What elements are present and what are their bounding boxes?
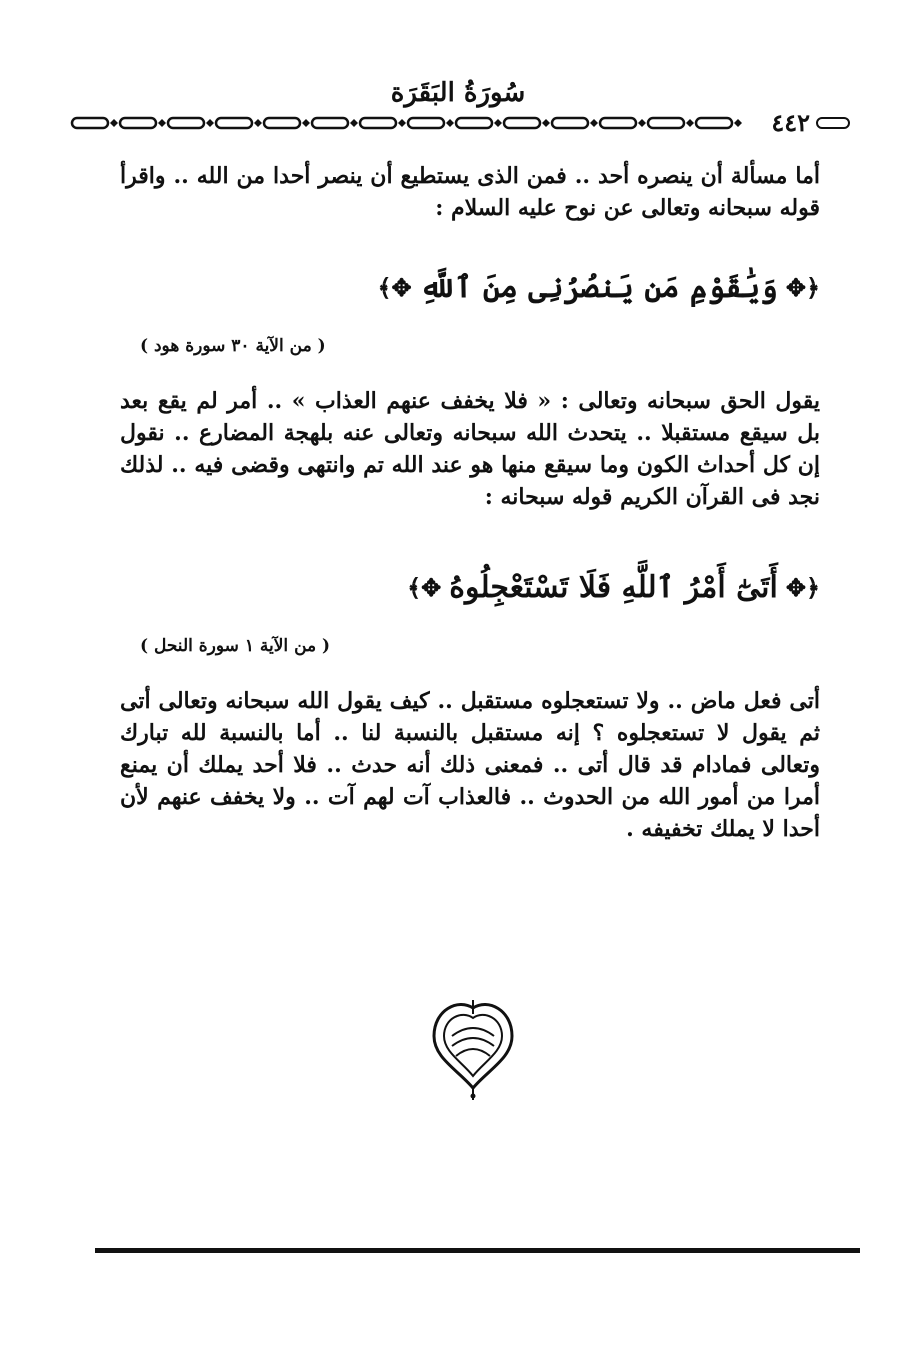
header-border xyxy=(70,110,850,136)
page-number: ٤٤٢ xyxy=(771,108,810,137)
verse-text: وَيَٰقَوْمِ مَن يَنصُرُنِى مِنَ ٱللَّهِ xyxy=(419,270,778,305)
paragraph-2: يقول الحق سبحانه وتعالى : « فلا يخفف عنهم العذاب » .. أمر لم يقع بعد بل سيقع مستقبلا .. يتحدث الله سبحانه وتعالى عنه بلهجة المضارع .. نقول إن كل أحداث الكون وما سيقع منها هو عند الله تم وانتهى وقضى فيه .. لذلك نجد فى القرآن الكريم قوله سبحانه : xyxy=(120,388,820,510)
verse-citation-2: ( من الآية ١ سورة النحل ) xyxy=(140,636,331,656)
paragraph-3: أتى فعل ماض .. ولا تستعجلوه مستقبل .. كيف يقول الله سبحانه وتعالى أتى ثم يقول لا تستعجلوه ؟ إنه مستقبل بالنسبة لنا .. أما بالنسبة لله تبارك وتعالى فمادام قد قال أتى .. فمعنى ذلك أنه حدث .. فلا أحد يملك أن يمنع أمرا من أمور الله من الحدوث .. فالعذاب آت لهم آت .. ولا يخفف عنهم لأن أحدا لا يملك تخفيفه . xyxy=(120,688,820,842)
quran-verse-2 xyxy=(407,570,820,605)
quran-verse-1 xyxy=(377,270,820,305)
verse-open-ornament-icon: ﴿✥ xyxy=(785,573,820,602)
verse-close-ornament-icon: ✥﴾ xyxy=(377,273,412,302)
verse-close-ornament-icon: ✥﴾ xyxy=(407,573,442,602)
chain-border-decoration xyxy=(70,116,760,130)
verse-open-ornament-icon: ﴿✥ xyxy=(785,273,820,302)
paragraph-1: أما مسألة أن ينصره أحد .. فمن الذى يستطيع أن ينصر أحدا من الله .. واقرأ قوله سبحانه وتعالى عن نوح عليه السلام : xyxy=(120,163,820,221)
verse-text: أَتَىٰٓ أَمْرُ ٱللَّهِ فَلَا تَسْتَعْجِلُوهُ xyxy=(449,570,778,605)
heart-ornament-icon xyxy=(428,1000,518,1100)
footer-rule xyxy=(95,1248,860,1253)
surah-title: سُورَةُ البَقَرَة xyxy=(390,78,526,108)
verse-citation-1: ( من الآية ٣٠ سورة هود ) xyxy=(140,336,326,356)
chain-end-link xyxy=(816,117,850,129)
